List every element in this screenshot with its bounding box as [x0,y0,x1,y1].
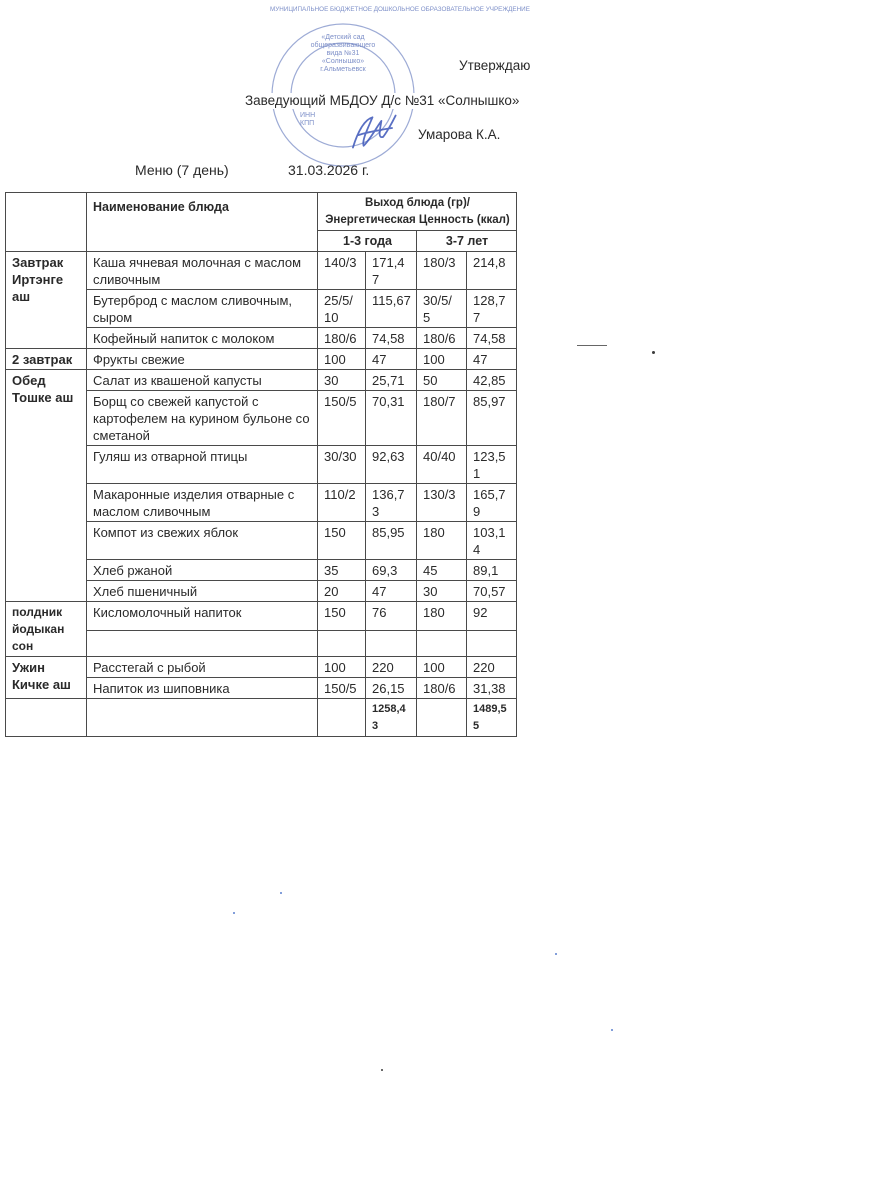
menu-row [6,252,517,290]
stamp-line-3: вида №31 [326,50,360,57]
menu-row [6,602,517,631]
dish-name: Фрукты свежие [87,349,318,370]
portion-3-7: 130/3 [417,484,467,522]
dish-name: Каша ячневая молочная с маслом сливочным [87,252,318,290]
head-position: Заведующий МБДОУ Д/с №31 «Солнышко» [245,93,520,108]
total-meal-cell [6,699,87,737]
energy-3-7: 85,97 [467,391,517,446]
energy-1-3: 47 [366,581,417,602]
meal-name: Завтрак Иртэнге аш [6,252,87,349]
stamp-line-6: ИНН [300,112,316,119]
stamp-outer-text: МУНИЦИПАЛЬНОЕ БЮДЖЕТНОЕ ДОШКОЛЬНОЕ ОБРАЗОВАТЕЛЬНОЕ УЧРЕЖДЕНИЕ [270,6,530,13]
portion-1-3: 35 [318,560,366,581]
energy-1-3: 85,95 [366,522,417,560]
scan-speck [611,1029,613,1031]
portion-1-3: 25/5/ 10 [318,290,366,328]
stamp-line-4: «Солнышко» [321,58,365,65]
portion-1-3: 150/5 [318,678,366,699]
energy-1-3: 171,47 [366,252,417,290]
portion-1-3: 110/2 [318,484,366,522]
dish-name: Напиток из шиповника [87,678,318,699]
total-portion-1-3 [318,699,366,737]
energy-1-3 [366,631,417,657]
header-output-energy: Выход блюда (гр)/Энергетическая Ценность (ккал) [318,193,517,231]
portion-3-7: 180/3 [417,252,467,290]
portion-1-3: 140/3 [318,252,366,290]
energy-1-3: 92,63 [366,446,417,484]
portion-1-3: 30 [318,370,366,391]
portion-3-7 [417,631,467,657]
scan-speck [555,953,557,955]
scan-speck [280,892,282,894]
portion-3-7: 30/5/ 5 [417,290,467,328]
dish-name: Кофейный напиток с молоком [87,328,318,349]
portion-1-3: 100 [318,657,366,678]
meal-name: 2 завтрак [6,349,87,370]
meal-name: полдник йодыкан сон [6,602,87,657]
menu-date: 31.03.2026 г. [288,162,370,178]
portion-3-7: 180/6 [417,328,467,349]
energy-3-7: 220 [467,657,517,678]
dish-name: Кисломолочный напиток [87,602,318,631]
portion-3-7: 100 [417,349,467,370]
portion-1-3 [318,631,366,657]
energy-1-3: 70,31 [366,391,417,446]
meal-name: Обед Тошке аш [6,370,87,602]
meal-name: Ужин Кичке аш [6,657,87,699]
dish-name: Хлеб пшеничный [87,581,318,602]
total-dish-cell [87,699,318,737]
dish-name: Компот из свежих яблок [87,522,318,560]
stamp-line-7: КПП [300,120,315,127]
director-name: Умарова К.А. [418,127,501,142]
stamp-line-5: г.Альметьевск [320,66,366,73]
energy-3-7: 47 [467,349,517,370]
menu-row [6,370,517,391]
stamp-line-2: общеразвивающего [310,42,376,49]
portion-1-3: 30/30 [318,446,366,484]
energy-1-3: 115,67 [366,290,417,328]
portion-3-7: 180 [417,602,467,631]
energy-3-7: 74,58 [467,328,517,349]
energy-3-7: 89,1 [467,560,517,581]
header-row [6,193,517,231]
header-meal-cell [6,193,87,252]
header-age-1-3: 1-3 года [318,231,417,252]
energy-1-3: 47 [366,349,417,370]
energy-1-3: 74,58 [366,328,417,349]
portion-1-3: 100 [318,349,366,370]
header-dish-name: Наименование блюда [87,193,318,252]
approve-label: Утверждаю [459,58,531,73]
stamp-inner-text-upper [283,34,403,74]
dish-name: Гуляш из отварной птицы [87,446,318,484]
total-energy-1-3: 1258,43 [366,699,417,737]
portion-1-3: 150 [318,522,366,560]
energy-3-7: 123,51 [467,446,517,484]
portion-3-7: 50 [417,370,467,391]
dish-name: Салат из квашеной капусты [87,370,318,391]
portion-3-7: 100 [417,657,467,678]
dish-name: Расстегай с рыбой [87,657,318,678]
portion-3-7: 180/6 [417,678,467,699]
scan-speck [233,912,235,914]
scan-speck [652,351,655,354]
total-portion-3-7 [417,699,467,737]
energy-3-7: 70,57 [467,581,517,602]
energy-3-7: 42,85 [467,370,517,391]
signature [345,112,400,152]
header-age-3-7: 3-7 лет [417,231,517,252]
energy-3-7: 165,79 [467,484,517,522]
stamp-inner-text-lower [300,112,340,128]
scan-speck [381,1069,383,1071]
energy-3-7: 103,14 [467,522,517,560]
dish-name: Бутерброд с маслом сливочным, сыром [87,290,318,328]
portion-3-7: 45 [417,560,467,581]
table-overrun-line [577,345,607,346]
portion-1-3: 20 [318,581,366,602]
energy-1-3: 76 [366,602,417,631]
energy-3-7: 31,38 [467,678,517,699]
portion-3-7: 40/40 [417,446,467,484]
dish-name [87,631,318,657]
menu-title: Меню (7 день) [135,162,229,178]
energy-1-3: 69,3 [366,560,417,581]
menu-row [6,657,517,678]
energy-3-7 [467,631,517,657]
energy-1-3: 25,71 [366,370,417,391]
dish-name: Борщ со свежей капустой с картофелем на курином бульоне со сметаной [87,391,318,446]
total-energy-3-7: 1489,55 [467,699,517,737]
energy-3-7: 92 [467,602,517,631]
portion-3-7: 30 [417,581,467,602]
portion-3-7: 180/7 [417,391,467,446]
portion-1-3: 150 [318,602,366,631]
energy-1-3: 220 [366,657,417,678]
portion-3-7: 180 [417,522,467,560]
total-row [6,699,517,737]
portion-1-3: 150/5 [318,391,366,446]
energy-1-3: 136,73 [366,484,417,522]
energy-1-3: 26,15 [366,678,417,699]
menu-table [5,192,517,737]
portion-1-3: 180/6 [318,328,366,349]
energy-3-7: 214,8 [467,252,517,290]
dish-name: Хлеб ржаной [87,560,318,581]
dish-name: Макаронные изделия отварные с маслом сливочным [87,484,318,522]
energy-3-7: 128,77 [467,290,517,328]
stamp-line-1: «Детский сад [321,34,365,41]
menu-row [6,349,517,370]
